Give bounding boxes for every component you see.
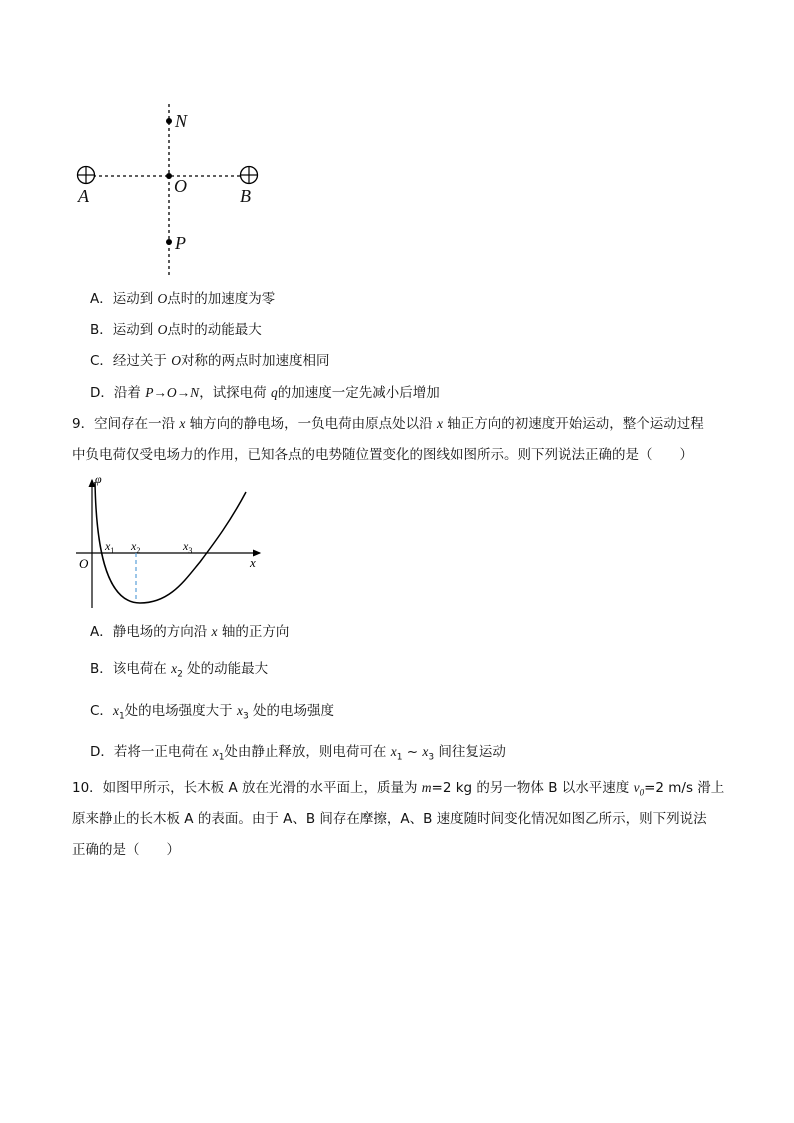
q9-option-d: D．若将一正电荷在 $x_1$处由静止释放，则电荷可在 $x_1$ ~ $x_3$ 间往复运动 bbox=[90, 744, 506, 763]
label-n: N bbox=[175, 111, 188, 131]
potential-curve bbox=[95, 482, 246, 603]
label-b: B bbox=[240, 186, 251, 206]
point-n-dot bbox=[166, 118, 172, 124]
q10-stem-line1: 10．如图甲所示，长木板 A 放在光滑的水平面上，质量为 m=2 kg 的另一物体 B 以水平速度 $v_0=2$ m/s 滑上 bbox=[72, 780, 725, 798]
q8-option-c: C．经过关于 O对称的两点时加速度相同 bbox=[90, 353, 330, 369]
x-axis-label: x bbox=[250, 555, 256, 570]
q8-option-a: A．运动到 O点时的加速度为零 bbox=[90, 291, 276, 307]
x1-label: $x_1$ bbox=[105, 539, 115, 555]
point-o-dot bbox=[166, 173, 172, 179]
point-p-dot bbox=[166, 239, 172, 245]
q8-option-b: B．运动到 O点时的动能最大 bbox=[90, 322, 262, 338]
potential-graph bbox=[70, 470, 270, 615]
q9-stem-line1: 9．空间存在一沿 x 轴方向的静电场，一负电荷由原点处以沿 x 轴正方向的初速度开始运动，整个运动过程 bbox=[72, 416, 704, 432]
q9-option-b: B．该电荷在 $x_2$ 处的动能最大 bbox=[90, 661, 269, 680]
q9-option-a: A．静电场的方向沿 x 轴的正方向 bbox=[90, 624, 290, 640]
x3-label: $x_3$ bbox=[183, 539, 193, 555]
q9-stem-line2: 中负电荷仅受电场力的作用，已知各点的电势随位置变化的图线如图所示。则下列说法正确的是（ ） bbox=[72, 447, 693, 463]
q10-stem-line2: 原来静止的长木板 A 的表面。由于 A、B 间存在摩擦，A、B 速度随时间变化情况如图乙所示，则下列说法 bbox=[72, 811, 707, 827]
label-o: O bbox=[174, 176, 187, 196]
label-a: A bbox=[78, 186, 89, 206]
positive-charge-a bbox=[78, 167, 95, 184]
q8-option-d: D．沿着 P→O→N，试探电荷 q的加速度一定先减小后增加 bbox=[90, 385, 440, 401]
q10-stem-line3: 正确的是（ ） bbox=[72, 842, 180, 858]
q9-option-c: C．$x_1$处的电场强度大于 $x_3$ 处的电场强度 bbox=[90, 703, 334, 722]
x2-label: $x_2$ bbox=[131, 539, 141, 555]
origin-label: O bbox=[79, 556, 89, 571]
positive-charge-b bbox=[241, 167, 258, 184]
label-p: P bbox=[175, 233, 186, 253]
phi-label: φ bbox=[95, 472, 102, 486]
